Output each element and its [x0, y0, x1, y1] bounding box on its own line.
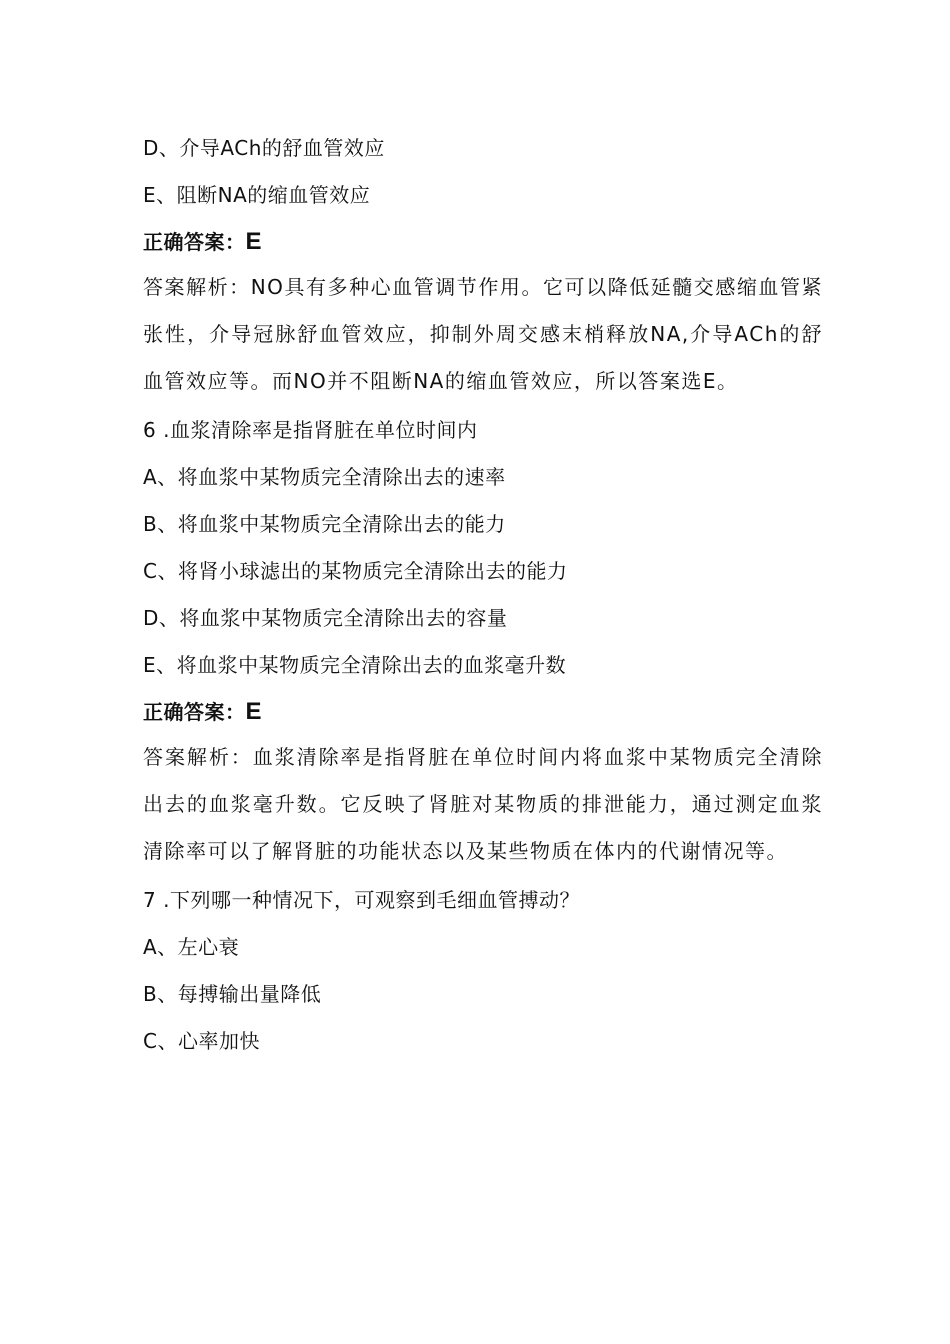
answer-label: 正确答案： — [143, 230, 246, 254]
answer-label: 正确答案： — [143, 700, 246, 724]
q6-option-e: E、将血浆中某物质完全清除出去的血浆毫升数 — [143, 653, 567, 677]
q7-option-b: B、每搏输出量降低 — [143, 982, 322, 1006]
q5-explanation: 答案解析：NO具有多种心血管调节作用。它可以降低延髓交感缩血管紧张性，介导冠脉舒血管效应，抑制外周交感末梢释放NA,介导ACh的舒血管效应等。而NO并不阻断NA的缩血管效应，所以答案选E。 — [143, 275, 823, 393]
q7-question: 7 .下列哪一种情况下，可观察到毛细血管搏动？ — [143, 888, 580, 912]
q5-answer — [143, 228, 262, 256]
q6-option-a: A、将血浆中某物质完全清除出去的速率 — [143, 465, 506, 489]
q6-answer — [143, 698, 262, 726]
q6-option-b: B、将血浆中某物质完全清除出去的能力 — [143, 512, 506, 536]
q6-option-c: C、将肾小球滤出的某物质完全清除出去的能力 — [143, 559, 568, 583]
q5-option-d: D、介导ACh的舒血管效应 — [143, 136, 385, 160]
q6-question: 6 .血浆清除率是指肾脏在单位时间内 — [143, 418, 478, 442]
q6-explanation: 答案解析：血浆清除率是指肾脏在单位时间内将血浆中某物质完全清除出去的血浆毫升数。它反映了肾脏对某物质的排泄能力，通过测定血浆清除率可以了解肾脏的功能状态以及某些物质在体内的代谢情况等。 — [143, 745, 823, 863]
q7-option-c: C、心率加快 — [143, 1029, 260, 1053]
answer-value: E — [245, 228, 263, 255]
q7-option-a: A、左心衰 — [143, 935, 240, 959]
q6-option-d: D、将血浆中某物质完全清除出去的容量 — [143, 606, 508, 630]
q5-option-e: E、阻断NA的缩血管效应 — [143, 183, 371, 207]
answer-value: E — [245, 698, 263, 725]
